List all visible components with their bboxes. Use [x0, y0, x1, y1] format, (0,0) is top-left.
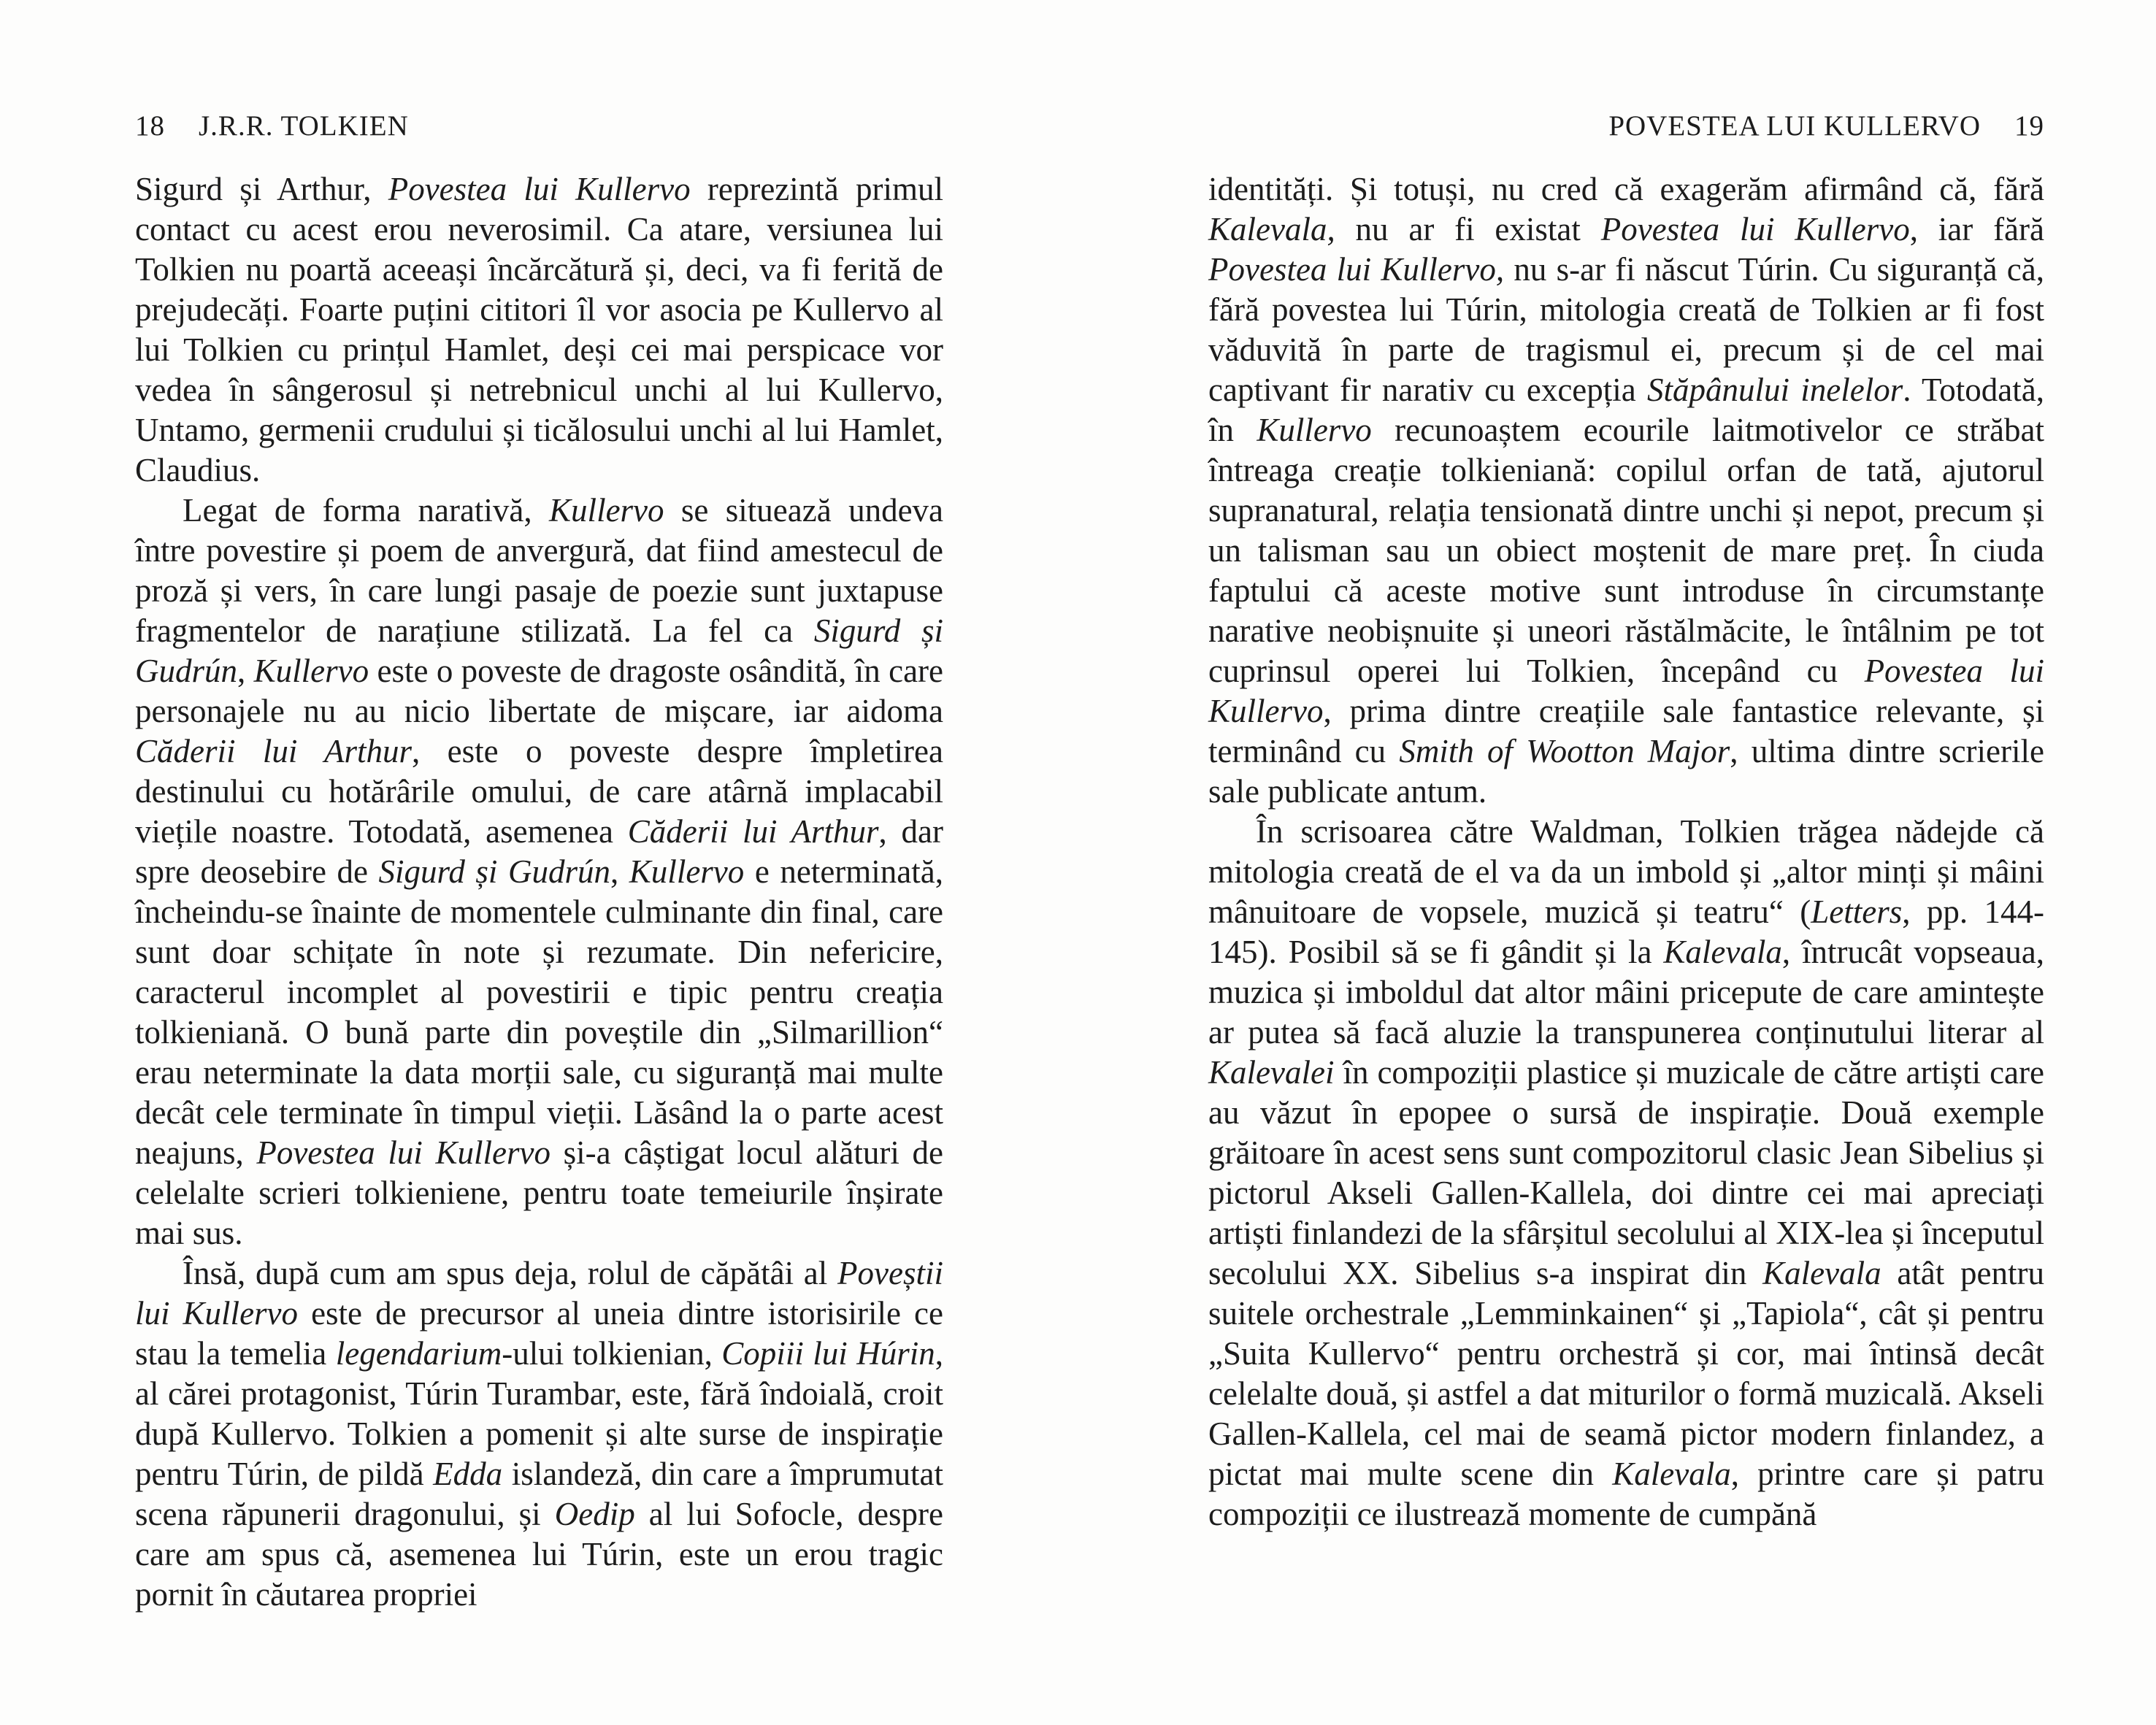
- italic-run: Povestea lui Kullervo: [1600, 211, 1910, 247]
- italic-run: Kalevala: [1762, 1255, 1881, 1291]
- text-run: , este o poveste despre împletirea destinului cu hotărârile omului, de care atârnă implacabil viețile noastre. Totodată, asemenea: [135, 733, 943, 850]
- text-run: . Totodată, în: [1208, 372, 2044, 448]
- running-title-left: J.R.R. TOLKIEN: [199, 110, 409, 142]
- text-run: este de precursor al uneia dintre istorisirile ce stau la temelia: [135, 1295, 944, 1372]
- text-run: nu ar fi existat: [1335, 211, 1601, 247]
- italic-run: Căderii lui Arthur: [627, 813, 879, 850]
- running-head-right: [1208, 111, 2044, 169]
- text-run: se situează undeva între povestire și poem de anvergură, dat fiind amestecul de proză și vers, în care lungi pasaje de poezie sunt juxtapuse fragmentelor de narațiune stilizată. La fel ca: [135, 492, 944, 649]
- italic-run: Copiii lui Húrin: [721, 1335, 935, 1372]
- paragraph-left-3: [135, 1253, 943, 1615]
- text-run: ,: [610, 853, 629, 890]
- italic-run: Kullervo: [253, 653, 369, 689]
- italic-run: Kullervo: [629, 853, 745, 890]
- italic-run: Povestea lui Kullervo,: [1208, 251, 1505, 288]
- running-title-right: POVESTEA LUI KULLERVO: [1608, 110, 1981, 142]
- running-head-left: [135, 111, 943, 169]
- page-number-right: 19: [2014, 110, 2044, 142]
- text-run: e neterminată, încheindu-se înainte de momentele culminante din final, care sunt doar schițate în note și rezumate. Din nefericire, caracterul incomplet al povestirii e tipic pentru creația tolkieniană. O bună parte din poveștile din „Silmarillion“ erau neterminate la data morții sale, cu siguranță mai multe decât cele terminate în timpul vieții. Lăsând la o parte acest neajuns,: [135, 853, 943, 1171]
- text-run: , pp. 144-145). Posibil să se fi gândit și la: [1208, 894, 2044, 970]
- text-run: identități. Și totuși, nu cred că exagerăm afirmând că, fără: [1208, 171, 2044, 207]
- italic-run: Letters: [1811, 894, 1903, 930]
- italic-run: Poveștii lui Kullervo: [135, 1255, 943, 1332]
- text-run: ,: [237, 653, 254, 689]
- text-run: reprezintă primul contact cu acest erou neverosimil. Ca atare, versiunea lui Tolkien nu poartă aceeași încărcătură și, deci, va fi ferită de prejudecăți. Foarte puțini cititori îl vor asocia pe Kullervo al lui Tolkien cu prințul Hamlet, deși cei mai perspicace vor vedea în sângerosul și netrebnicul unchi al lui Kullervo, Untamo, germenii crudului și ticălosului unchi al lui Hamlet, Claudius.: [135, 171, 943, 488]
- italic-run: Povestea lui Kullervo: [388, 171, 691, 207]
- italic-run: Kalevala,: [1208, 211, 1335, 247]
- page-number-left: 18: [135, 110, 165, 142]
- italic-run: Kalevalei: [1208, 1054, 1335, 1091]
- text-run: , printre care și patru compoziții ce ilustrează momente de cumpănă: [1208, 1456, 2044, 1532]
- italic-run: Kullervo: [1257, 412, 1372, 448]
- text-run: al lui Sofocle, despre care am spus că, asemenea lui Túrin, este un erou tragic pornit în căutarea propriei: [135, 1496, 943, 1613]
- text-run: În scrisoarea către Waldman, Tolkien trăgea nădejde că mitologia creată de el va da un imbold și „altor minți și mâini mânuitoare de vopsele, muzică și teatru“ (: [1208, 813, 2044, 930]
- italic-run: Edda: [433, 1456, 503, 1492]
- italic-run: Povestea lui Kullervo: [256, 1134, 551, 1171]
- text-run: , ultima dintre scrierile sale publicate antum.: [1208, 733, 2044, 810]
- text-run: , întrucât vopseaua, muzica și imboldul dat altor mâini pricepute de care amintește ar putea să facă aluzie la transpunerea conținutului literar al: [1208, 934, 2044, 1050]
- text-run: , al cărei protagonist, Túrin Turambar, este, fără îndoială, croit după Kullervo. Tolkien a pomenit și alte surse de inspirație pentru Túrin, de pildă: [135, 1335, 943, 1492]
- italic-run: Povestea lui Kullervo: [1208, 653, 2044, 729]
- text-run: în compoziții plastice și muzicale de către artiști care au văzut în epopee o sursă de inspirație. Două exemple grăitoare în acest sens sunt compozitorul clasic Jean Sibelius și pictorul Akseli Gallen-Kallela, doi dintre cei mai apreciați artiști finlandezi de la sfârșitul secolului al XIX-lea și începutul secolului XX. Sibelius s-a inspirat din: [1208, 1054, 2044, 1291]
- text-run: , prima dintre creațiile sale fantastice relevante, și terminând cu: [1208, 693, 2044, 769]
- italic-run: Kalevala: [1663, 934, 1782, 970]
- text-run: Sigurd și Arthur,: [135, 171, 388, 207]
- paragraph-left-1: [135, 169, 943, 491]
- paragraph-right-1: [1208, 169, 2044, 812]
- text-run: , dar spre deosebire de: [135, 813, 943, 890]
- italic-run: Stăpânului inelelor: [1647, 372, 1903, 408]
- italic-run: Sigurd și Gudrún: [378, 853, 610, 890]
- text-run: și-a câștigat locul alături de celelalte scrieri tolkieniene, pentru toate temeiurile înșirate mai sus.: [135, 1134, 943, 1251]
- text-run: atât pentru suitele orchestrale „Lemminkainen“ și „Tapiola“, cât și pentru „Suita Kullervo“ pentru orchestră și cor, mai întinsă decât celelalte două, și astfel a dat miturilor o formă muzicală. Akseli Gallen-Kallela, cel mai de seamă pictor modern finlandez, a pictat mai multe scene din: [1208, 1255, 2044, 1492]
- body-text-left: [135, 169, 943, 1615]
- page-right: [1208, 111, 2044, 1534]
- italic-run: Oedip: [554, 1496, 635, 1532]
- paragraph-right-2: [1208, 812, 2044, 1534]
- text-run: , iar fără: [1909, 211, 2044, 247]
- italic-run: Kalevala: [1612, 1456, 1731, 1492]
- paragraph-left-2: [135, 491, 943, 1253]
- italic-run: Sigurd și Gudrún: [135, 612, 944, 689]
- italic-run: Căderii lui Arthur: [135, 733, 412, 769]
- italic-run: Kullervo: [549, 492, 664, 529]
- italic-run: Smith of Wootton Major: [1399, 733, 1730, 769]
- text-run: Legat de forma narativă,: [183, 492, 550, 529]
- page-left: [135, 111, 943, 1615]
- text-run: este o poveste de dragoste osândită, în care personajele nu au nicio libertate de mișcare, iar aidoma: [135, 653, 944, 729]
- text-run: recunoaștem ecourile laitmotivelor ce străbat întreaga creație tolkieniană: copilul orfan de tată, ajutorul supranatural, relația tensionată dintre unchi și nepot, precum și un talisman sau un obiect moștenit de mare preț. În ciuda faptului că aceste motive sunt introduse în circumstanțe narative neobișnuite și uneori răstălmăcite, le întâlnim pe tot cuprinsul operei lui Tolkien, începând cu: [1208, 412, 2044, 689]
- text-run: nu s-ar fi născut Túrin. Cu siguranță că, fără povestea lui Túrin, mitologia creată de Tolkien ar fi fost văduvită în parte de tragismul ei, precum și de cel mai captivant fir narativ cu excepția: [1208, 251, 2045, 408]
- body-text-right: [1208, 169, 2044, 1534]
- text-run: Însă, după cum am spus deja, rolul de căpătâi al: [183, 1255, 838, 1291]
- text-run: -ului tolkienian,: [502, 1335, 722, 1372]
- text-run: islandeză, din care a împrumutat scena răpunerii dragonului, și: [135, 1456, 944, 1532]
- italic-run: legendarium: [335, 1335, 502, 1372]
